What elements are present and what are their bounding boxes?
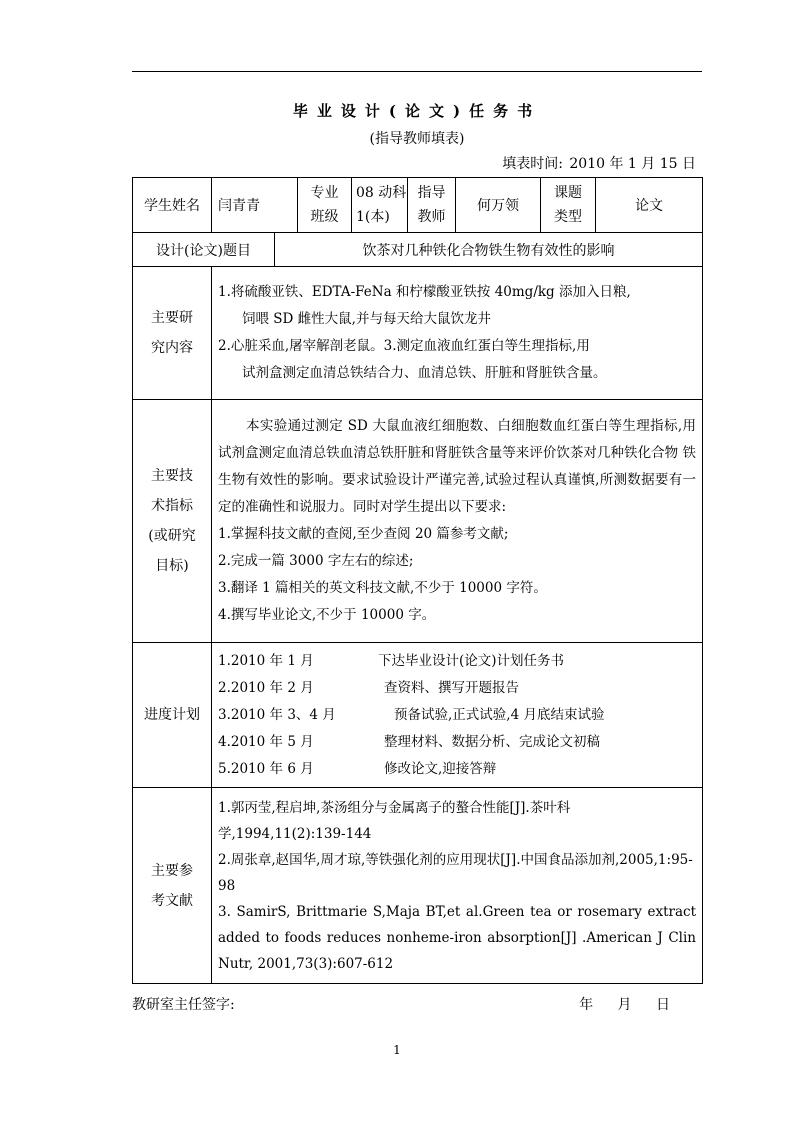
- tech-label-line1: 主要技: [151, 468, 193, 484]
- research-line-4: 试剂盒测定血清总铁结合力、血清总铁、肝脏和肾脏铁含量。: [242, 365, 607, 381]
- type-label: [541, 178, 596, 233]
- research-row: [133, 267, 703, 400]
- schedule-date: 2.2010 年 2 月: [218, 679, 314, 696]
- type-label-line2: 类型: [554, 209, 582, 225]
- page-title: 毕业设计(论文)任务书: [292, 102, 542, 120]
- major-value-line2: 1(本): [356, 209, 390, 225]
- fill-date-label: 填表时间:: [502, 156, 563, 172]
- reference-item: 2.周张章,赵国华,周才琼,等铁强化剂的应用现状[J].中国食品添加剂,2005,1:95-98: [218, 851, 693, 894]
- tech-item-4: 4.撰写毕业论文,不少于 10000 字。: [218, 607, 436, 623]
- major-value: [352, 178, 408, 233]
- tech-item-1: 1.掌握科技文献的查阅,至少查阅 20 篇参考文献;: [218, 526, 509, 542]
- schedule-task: 查资料、撰写开题报告: [384, 679, 519, 696]
- schedule-item: [218, 648, 696, 675]
- refs-label-line1: 主要参: [151, 862, 193, 879]
- tech-paragraph: 本实验通过测定 SD 大鼠血液红细胞数、白细胞数血红蛋白等生理指标,用试剂盒测定血清总铁血清总铁肝脏和肾脏铁含量等来评价饮茶对几种铁化合物 铁生物有效性的影响。要求试验设计严谨完善,试验过程认真谨慎,所测数据要有一定的准确性和说服力。同时对学生提出以下要求:: [218, 418, 696, 515]
- schedule-date: 5.2010 年 6 月: [218, 760, 314, 777]
- research-line-1: 1.将硫酸亚铁、EDTA-FeNa 和柠檬酸亚铁按 40mg/kg 添加入日粮,: [218, 284, 631, 300]
- tech-label-line4: 目标): [155, 558, 189, 574]
- topic-row: [133, 233, 703, 267]
- major-label-line1: 专业: [310, 185, 339, 201]
- major-label-line2: 班级: [310, 209, 339, 225]
- info-row: [133, 178, 703, 233]
- advisor-name: 何万领: [456, 178, 541, 233]
- schedule-task: 预备试验,正式试验,4 月底结束试验: [394, 706, 605, 723]
- schedule-date: 3.2010 年 3、4 月: [218, 706, 336, 723]
- major-value-line1: 08 动科: [356, 185, 407, 201]
- page-subtitle: (指导教师填表): [369, 131, 465, 147]
- schedule-task: 整理材料、数据分析、完成论文初稿: [384, 733, 600, 750]
- refs-row: [133, 788, 703, 984]
- schedule-task: 下达毕业设计(论文)计划任务书: [378, 652, 565, 669]
- advisor-label-line2: 教师: [417, 209, 446, 225]
- schedule-item: [218, 702, 696, 729]
- fill-date-value: 2010 年 1 月 15 日: [569, 156, 696, 172]
- header-rule: [132, 71, 702, 72]
- schedule-item: [218, 729, 696, 756]
- schedule-item: [218, 675, 696, 702]
- student-name: 闫青青: [212, 178, 298, 233]
- refs-label-line2: 考文献: [151, 892, 193, 909]
- tech-label: [133, 400, 212, 643]
- topic-value: 饮茶对几种铁化合物铁生物有效性的影响: [275, 233, 703, 267]
- type-label-line1: 课题: [554, 185, 582, 201]
- reference-item: 3. SamirS, Brittmarie S,Maja BT,et al.Green tea or rosemary extract added to foods reduces nonheme-iron absorption[J] .American J Clin Nutr, 2001,73(3):607-612: [218, 903, 696, 972]
- research-content: [212, 267, 703, 400]
- signature-label: 教研室主任签字:: [132, 997, 235, 1013]
- advisor-label-line1: 指导: [417, 185, 446, 201]
- schedule-date: 4.2010 年 5 月: [218, 733, 314, 750]
- signature-line: [132, 994, 702, 1014]
- topic-label: 设计(论文)题目: [133, 233, 275, 267]
- schedule-date: 1.2010 年 1 月: [218, 652, 314, 669]
- tech-content: [212, 400, 703, 643]
- refs-content: [212, 788, 703, 984]
- research-line-2: 饲喂 SD 雌性大鼠,并与每天给大鼠饮龙井: [242, 311, 491, 327]
- schedule-content: [212, 643, 703, 788]
- fill-date-line: [500, 153, 696, 173]
- tech-label-line3: (或研究: [148, 528, 196, 544]
- advisor-label: [408, 178, 456, 233]
- schedule-item: [218, 756, 696, 783]
- signature-date: 年 月 日: [579, 997, 670, 1013]
- research-label-line2: 究内容: [151, 340, 193, 356]
- schedule-row: [133, 643, 703, 788]
- refs-label: [133, 788, 212, 984]
- tech-row: [133, 400, 703, 643]
- schedule-label: 进度计划: [133, 643, 212, 788]
- tech-item-3: 3.翻译 1 篇相关的英文科技文献,不少于 10000 字符。: [218, 580, 547, 596]
- page-number: 1: [393, 1043, 401, 1057]
- student-label: 学生姓名: [133, 178, 212, 233]
- research-line-3: 2.心脏采血,屠宰解剖老鼠。3.测定血液血红蛋白等生理指标,用: [218, 338, 590, 354]
- schedule-task: 修改论文,迎接答辩: [384, 760, 497, 777]
- task-table: [132, 177, 703, 984]
- research-label-line1: 主要研: [151, 310, 193, 326]
- type-value: 论文: [596, 178, 703, 233]
- tech-item-2: 2.完成一篇 3000 字左右的综述;: [218, 553, 414, 569]
- research-label: [133, 267, 212, 400]
- major-label: [298, 178, 352, 233]
- reference-item: 1.郭丙莹,程启坤,茶汤组分与金属离子的螯合性能[J].茶叶科学,1994,11(2):139-144: [218, 799, 571, 842]
- tech-label-line2: 术指标: [151, 498, 193, 514]
